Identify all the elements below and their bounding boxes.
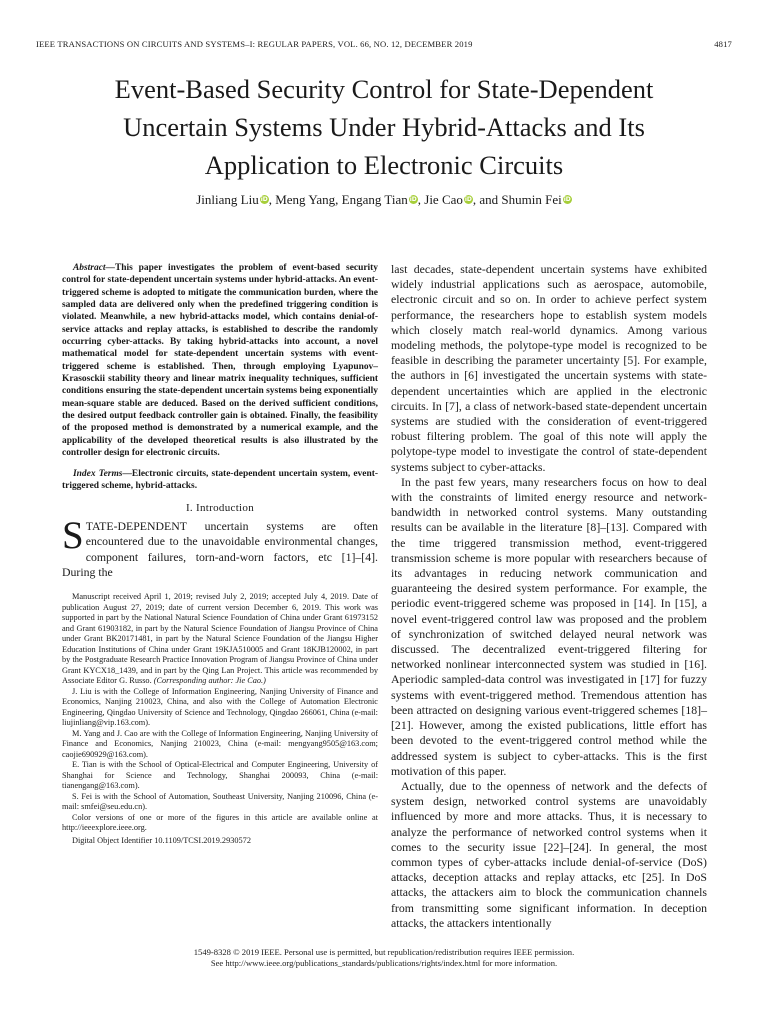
running-head xyxy=(36,39,732,49)
footnote-doi[interactable]: Digital Object Identifier 10.1109/TCSI.2019.2930572 xyxy=(72,835,251,845)
index-terms-body: Electronic circuits, state-dependent uncertain system, event-triggered scheme, hybrid-attacks. xyxy=(62,468,378,491)
title-line-3: Application to Electronic Circuits xyxy=(204,150,564,180)
orcid-icon[interactable]: iD xyxy=(563,196,571,203)
left-column xyxy=(62,262,378,846)
author-list xyxy=(40,192,728,208)
body-paragraph-1: last decades, state-dependent uncertain systems have exhibited widely industrial applications such as aerospace, automobile, electronic circuit and so on. In order to achieve perfect system performance, the researchers hope to establish system models which closely match real-world dynamics. Among various modeling methods, the polytope-type model is recognized to be feasible in describing the parameter uncertainty [5]. For example, the authors in [6] investigated the uncertain systems with state-dependent uncertainties which are applied in the electronic circuits. In [7], a class of network-based state-dependent uncertain systems are studied with the consideration of event-triggered robust filtering problem. The goal of this note will apply the polytope-type model to investigate the control of state-dependent systems subject to cyber-attacks. xyxy=(391,262,707,474)
index-terms xyxy=(62,468,378,493)
footnote-received xyxy=(62,592,378,687)
footnote-color: Color versions of one or more of the figures in this article are available online at http://ieeexplore.ieee.org. xyxy=(62,812,378,832)
orcid-icon[interactable]: iD xyxy=(409,196,417,203)
copyright-notice xyxy=(40,947,728,969)
paper-title xyxy=(40,70,728,184)
intro-smallcaps: TATE-DEPENDENT xyxy=(85,519,187,534)
author-yang-tian: , Meng Yang, Engang Tian xyxy=(268,192,408,207)
footnote-corresponding: (Corresponding author: Jie Cao.) xyxy=(153,676,266,685)
journal-name: IEEE TRANSACTIONS ON CIRCUITS AND SYSTEMS–I: REGULAR PAPERS, VOL. 66, NO. 12, DECEMBER 2019 xyxy=(36,39,473,49)
section-heading: I. Introduction xyxy=(185,502,255,515)
body-paragraph-2: In the past few years, many researchers focus on how to deal with the constraints of limited energy resource and network-bandwidth in networked control systems. Many outstanding results can be available in the literature [8]–[13]. Compared with the time triggered transmission method, event-triggered transmission scheme is more popular with researchers because of its advantages in reducing network communication and guaranteeing the desired system performance. For example, the periodic event-triggered scheme was proposed in [14]. In [15], a novel event-triggered control law was proposed and the problem of synchronization of switched delayed neural network was discussed. The decentralized event-triggered filtering for networked nonlinear interconnected system was studied in [16]. Aperiodic sampled-data control was investigated in [17] for fuzzy systems with event-triggered method. Tremendous attention has been attracted on designing various event-triggered schemes [18]–[21]. However, among the existed publications, little effort has been devoted to the event-triggered control method while the addressed system is subject to cyber-attacks. This is the first motivation of this paper. xyxy=(391,474,707,778)
right-column xyxy=(391,262,707,931)
footnotes xyxy=(62,592,378,846)
title-line-2: Uncertain Systems Under Hybrid-Attacks and Its xyxy=(123,112,645,142)
footnote-tian: E. Tian is with the School of Optical-Electrical and Computer Engineering, University of Shanghai for Science and Technology, Shanghai 200093, China (e-mail: tianengang@163.com). xyxy=(62,760,378,790)
copyright-line-1: 1549-8328 © 2019 IEEE. Personal use is permitted, but republication/redistribution requires IEEE permission. xyxy=(193,947,575,957)
footnote-yang-cao: M. Yang and J. Cao are with the College of Information Engineering, Nanjing University of Finance and Economics, Nanjing 210023, China (e-mail: mengyang9505@163.com; caojie690929@163.com). xyxy=(62,728,378,759)
drop-cap: S xyxy=(62,514,84,558)
page-number: 4817 xyxy=(714,39,732,49)
abstract xyxy=(62,262,378,460)
footnote-liu: J. Liu is with the College of Information Engineering, Nanjing University of Finance and Economics, Nanjing 210023, China, and also with the College of Automation Electronic Engineering, Qingdao University of Science and Technology, Qingdao 266061, China (e-mail: liujinliang@vip.163.com). xyxy=(62,686,378,727)
footnote-received-text: Manuscript received April 1, 2019; revised July 2, 2019; accepted July 4, 2019. Date of publication August 27, 2019; date of current version December 6, 2019. This work was supported in part by the National Natural Science Foundation of China under Grant 61973152 and Grant 61903182, in part by the Natural Science Foundation of Jiangsu Province of China under Grant BK20171481, in part by the Natural Science Foundation of the Jiangsu Higher Education Institutions of China under Grant 19KJA510005 and Grant 18KJB120002, in part by the Postgraduate Research Practice Innovation Program of Jiangsu Province of China under Grant KYCX18_1439, and in part by the Qing Lan Project. This article was recommended by Associate Editor G. Russo. xyxy=(62,592,378,685)
author-fei: , and Shumin Fei xyxy=(472,192,562,207)
author-liu: Jinliang Liu xyxy=(196,192,259,207)
orcid-icon[interactable]: iD xyxy=(260,196,268,203)
footnote-fei: S. Fei is with the School of Automation, Southeast University, Nanjing 210096, China (e-mail: smfei@seu.edu.cn). xyxy=(62,791,378,811)
orcid-icon[interactable]: iD xyxy=(464,196,472,203)
index-terms-label: Index Terms— xyxy=(73,468,132,479)
intro-text: uncertain systems are often encountered due to the unavoidable environmental changes, component failures, torn-and-worn factors, etc [1]–[4]. During the xyxy=(62,519,378,579)
body-paragraph-3: Actually, due to the openness of network and the defects of system design, networked control systems are unavoidably influenced by more and more attacks. Thus, it is necessary to analyze the performance of networked control systems when it comes to the security issue [22]–[24]. In general, the most common types of cyber-attacks include denial-of-service (DoS) attacks, deception attacks and replay attacks, etc [25]. In DoS attacks, the attackers aim to block the communication channels from transmitting some significant information. In deception attacks, the attackers intentionally xyxy=(391,778,707,930)
title-line-1: Event-Based Security Control for State-Dependent xyxy=(114,74,654,104)
intro-paragraph xyxy=(62,514,378,580)
author-cao: , Jie Cao xyxy=(417,192,463,207)
abstract-label: Abstract— xyxy=(73,263,115,273)
copyright-line-2[interactable]: See http://www.ieee.org/publications_standards/publications/rights/index.html for more information. xyxy=(210,958,558,969)
abstract-body: This paper investigates the problem of event-based security control for state-dependent uncertain systems under hybrid-attacks. An event-triggered scheme is adopted to mitigate the communication burden, where the sampled data are delivered only when the predefined triggering condition is violated. Meanwhile, a new hybrid-attacks model, which contains denial-of-service attacks and replay attacks, is established to describe the randomly occurring cyber-attacks. By taking hybrid-attacks into account, a novel mathematical model for state-dependent uncertain systems with event-triggered scheme is established. Then, through employing Lyapunov–Krasosckii stability theory and linear matrix inequality techniques, sufficient conditions ensuring the state-dependent uncertain systems being exponentially mean-square stable are deduced. Based on the derived sufficient conditions, the desired output feedback controller gain is obtained. Finally, the feasibility of the proposed method is demonstrated by a numerical example, and the applicability of the developed theoretical results is also illustrated by the controller design for electronic circuits. xyxy=(62,263,378,459)
